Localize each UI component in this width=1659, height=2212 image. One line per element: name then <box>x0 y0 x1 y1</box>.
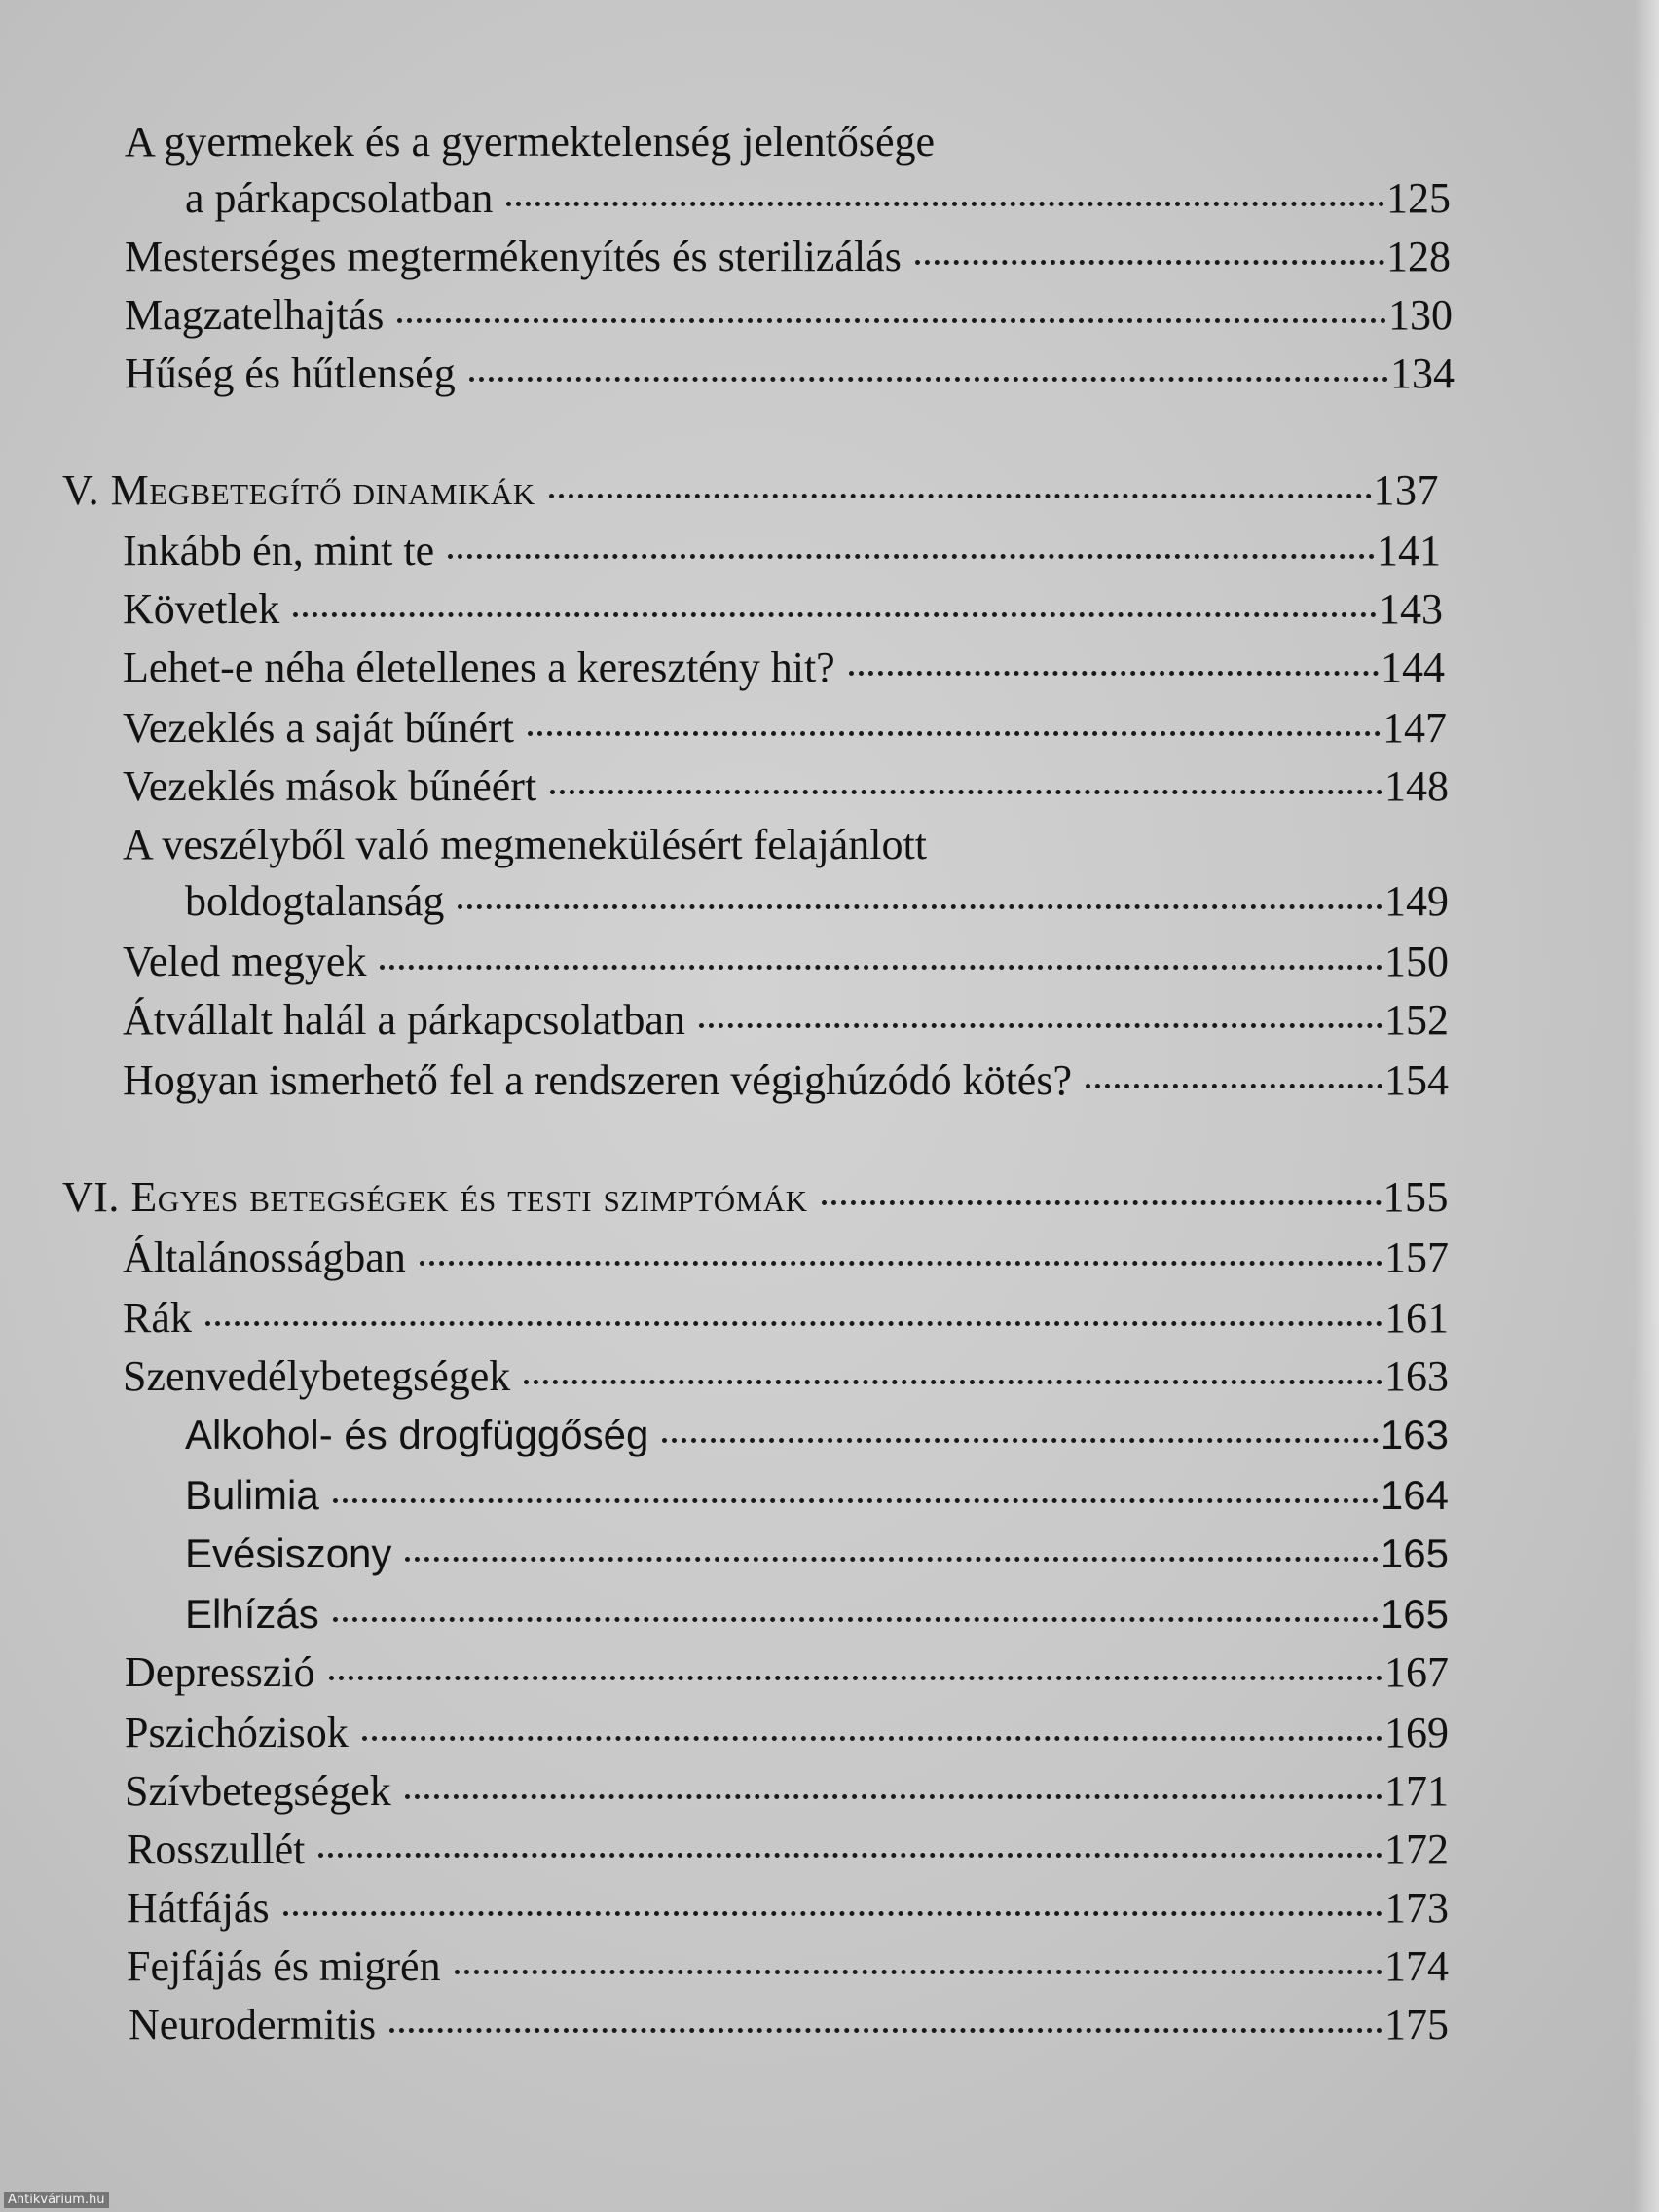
toc-entry-title: Hogyan ismerhető fel a rendszeren végighúzódó kötés? <box>123 1056 1072 1104</box>
toc-subentry <box>0 1587 1659 1641</box>
toc-entry-page: 150 <box>1384 938 1449 985</box>
toc-entry-title: Általánosságban <box>123 1234 406 1281</box>
toc-entry <box>0 1645 1659 1700</box>
toc-entry-page: 164 <box>1380 1472 1449 1518</box>
toc-entry-page: 155 <box>1382 1173 1449 1221</box>
toc-entry <box>0 993 1659 1048</box>
dot-leader <box>389 2024 1382 2033</box>
toc-entry <box>0 1764 1659 1819</box>
dot-leader <box>455 1966 1382 1974</box>
dot-leader <box>550 786 1382 794</box>
toc-entry <box>0 641 1659 695</box>
toc-entry <box>0 1706 1659 1760</box>
toc-entry-title: Neurodermitis <box>129 2001 377 2048</box>
toc-entry-title: Mesterséges megtermékenyítés és sterilizálás <box>125 233 902 280</box>
dot-leader <box>849 667 1379 676</box>
toc-subentry <box>0 1408 1659 1462</box>
dot-leader <box>293 608 1377 617</box>
dot-leader <box>1086 1080 1382 1088</box>
toc-entry <box>0 347 1659 401</box>
toc-entry-title: Szívbetegségek <box>125 1767 391 1815</box>
dot-leader <box>699 1019 1382 1028</box>
toc-entry-page: 152 <box>1384 996 1449 1044</box>
dot-leader <box>915 256 1384 265</box>
toc-entry-page: 148 <box>1384 762 1449 810</box>
toc-entry-page: 157 <box>1384 1234 1449 1281</box>
toc-entry <box>0 1349 1659 1404</box>
dot-leader <box>549 490 1372 498</box>
toc-entry-title: Hűség és hűtlenség <box>125 350 456 397</box>
watermark-label: Antikvárium.hu <box>4 2192 109 2208</box>
toc-entry-title: Követlek <box>123 585 280 633</box>
toc-subentry <box>0 1527 1659 1581</box>
toc-entry-title: Lehet-e néha életellenes a keresztény hit? <box>123 644 835 691</box>
toc-entry <box>0 701 1659 756</box>
toc-entry-page: 125 <box>1386 174 1451 222</box>
toc-entry-page: 163 <box>1380 1412 1449 1457</box>
toc-entry-title: Fejfájás és migrén <box>127 1942 441 1990</box>
toc-entry <box>0 115 1659 222</box>
toc-entry-title: Pszichózisok <box>125 1709 349 1756</box>
toc-entry-page: 144 <box>1381 644 1445 691</box>
dot-leader <box>662 1434 1379 1443</box>
dot-leader <box>318 1849 1382 1858</box>
toc-entry-title: Veled megyek <box>123 938 367 985</box>
toc-entry-page: 173 <box>1384 1884 1449 1932</box>
dot-leader <box>205 1317 1382 1326</box>
toc-entry <box>0 288 1659 343</box>
dot-leader <box>333 1494 1379 1503</box>
toc-entry-title: Depresszió <box>125 1648 315 1696</box>
toc-entry-page: 143 <box>1379 585 1443 633</box>
toc-entry <box>0 759 1659 814</box>
dot-leader <box>380 961 1382 970</box>
toc-entry-page: 172 <box>1384 1825 1449 1873</box>
dot-leader <box>822 1197 1382 1205</box>
toc-entry-page: 167 <box>1384 1648 1449 1696</box>
dot-leader <box>362 1732 1382 1741</box>
toc-entry-page: 154 <box>1384 1056 1449 1104</box>
dot-leader <box>333 1613 1379 1622</box>
toc-entry-page: 128 <box>1386 233 1451 280</box>
toc-section-heading <box>0 463 1659 518</box>
dot-leader <box>448 550 1375 559</box>
toc-entry-page: 134 <box>1390 350 1455 397</box>
toc-entry <box>0 1881 1659 1936</box>
toc-entry <box>0 1291 1659 1346</box>
toc-entry-page: 165 <box>1380 1530 1449 1576</box>
toc-entry-title: Vezeklés mások bűnéért <box>123 762 537 810</box>
toc-entry-page: 130 <box>1388 291 1453 339</box>
dot-leader <box>524 1376 1382 1384</box>
dot-leader <box>528 727 1381 736</box>
toc-entry-title-continued: a párkapcsolatban <box>185 174 494 222</box>
toc-entry <box>0 1053 1659 1108</box>
toc-entry <box>0 1231 1659 1285</box>
toc-entry <box>0 582 1659 637</box>
dot-leader <box>506 198 1384 206</box>
dot-leader <box>469 373 1388 382</box>
toc-entry-page: 174 <box>1384 1942 1449 1990</box>
toc-entry <box>0 818 1659 925</box>
toc-entry-title: Rosszullét <box>127 1825 306 1873</box>
toc-entry-page: 161 <box>1384 1294 1449 1342</box>
toc-entry <box>0 1998 1659 2052</box>
toc-entry-page: 163 <box>1384 1352 1449 1400</box>
dot-leader <box>405 1790 1382 1799</box>
toc-entry-title: Bulimia <box>185 1472 319 1518</box>
toc-section-heading <box>0 1170 1659 1225</box>
toc-entry-title: Rák <box>123 1294 192 1342</box>
toc-entry-title: Magzatelhajtás <box>125 291 385 339</box>
dot-leader <box>405 1553 1379 1562</box>
toc-entry-title: A gyermekek és a gyermektelenség jelentősége <box>125 118 936 166</box>
toc-entry <box>0 230 1659 284</box>
dot-leader <box>283 1907 1382 1916</box>
toc-entry-page: 175 <box>1384 2001 1449 2048</box>
toc-entry-title: Evésiszony <box>185 1530 392 1576</box>
toc-entry-title: Alkohol- és drogfüggőség <box>185 1412 649 1457</box>
dot-leader <box>329 1672 1383 1680</box>
toc-entry-page: 171 <box>1384 1767 1449 1815</box>
toc-entry-title: Átvállalt halál a párkapcsolatban <box>123 996 685 1044</box>
toc-entry-title: Hátfájás <box>127 1884 270 1932</box>
toc-entry <box>0 1823 1659 1877</box>
dot-leader <box>397 314 1386 323</box>
toc-entry-title: Vezeklés a saját bűnért <box>123 704 514 752</box>
section-title: V. Megbetegítő dinamikák <box>62 466 535 514</box>
toc-entry-title: A veszélyből való megmenekülésért felajánlott <box>123 821 927 868</box>
toc-entry-page: 169 <box>1384 1709 1449 1756</box>
toc-entry-page: 149 <box>1384 877 1449 925</box>
toc-entry-title: Szenvedélybetegségek <box>123 1352 511 1400</box>
toc-entry <box>0 1939 1659 1994</box>
dot-leader <box>458 901 1382 909</box>
toc-entry <box>0 935 1659 989</box>
toc-subentry <box>0 1468 1659 1523</box>
dot-leader <box>420 1257 1382 1266</box>
toc-entry-title-continued: boldogtalanság <box>185 877 445 925</box>
toc-entry-page: 141 <box>1377 527 1441 574</box>
toc-entry-page: 165 <box>1380 1591 1449 1637</box>
toc-entry <box>0 524 1659 578</box>
toc-entry-title: Inkább én, mint te <box>123 527 435 574</box>
toc-entry-title: Elhízás <box>185 1591 319 1637</box>
toc-entry-page: 137 <box>1373 466 1439 514</box>
toc-entry-page: 147 <box>1382 704 1447 752</box>
section-title: VI. Egyes betegségek és testi szimptómák <box>62 1173 808 1221</box>
